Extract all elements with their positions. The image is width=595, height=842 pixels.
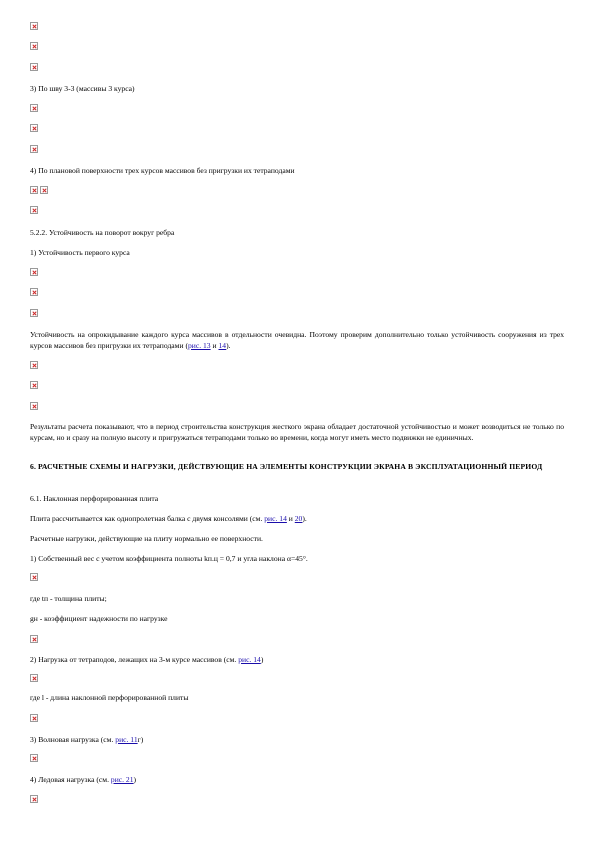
broken-image-icon	[30, 186, 38, 194]
broken-image-icon	[30, 714, 38, 722]
figure-link[interactable]: рис. 13	[187, 341, 211, 350]
figure-link[interactable]: рис. 11	[115, 735, 138, 744]
text-line: 3) Волновая нагрузка (см. рис. 11г)	[30, 735, 144, 744]
broken-image-icon	[40, 186, 48, 194]
text-line: 1) Устойчивость первого курса	[30, 248, 130, 257]
text-line: 3) По шву 3-3 (массивы 3 курса)	[30, 84, 135, 93]
figure-link[interactable]: рис. 21	[110, 775, 134, 784]
broken-image-icon	[30, 288, 38, 296]
broken-image-icon	[30, 42, 38, 50]
broken-image-icon	[30, 124, 38, 132]
text-line: 4) По плановой поверхности трех курсов массивов без пригрузки их тетраподами	[30, 166, 295, 175]
broken-image-icon	[30, 635, 38, 643]
broken-image-icon	[30, 381, 38, 389]
broken-image-icon	[30, 145, 38, 153]
figure-link[interactable]: 20	[294, 514, 303, 523]
figure-link[interactable]: 14	[218, 341, 227, 350]
broken-image-icon	[30, 268, 38, 276]
text-line: 1) Собственный вес с учетом коэффициента полноты kп.ц = 0,7 и угла наклона α=45°.	[30, 554, 308, 563]
text-line: gн - коэффициент надежности по нагрузке	[30, 614, 168, 623]
section-heading: 6.1. Наклонная перфорированная плита	[30, 494, 159, 503]
text-line: 2) Нагрузка от тетраподов, лежащих на 3-м курсе массивов (см. рис. 14)	[30, 655, 264, 664]
broken-image-icon	[30, 104, 38, 112]
text-line: где l - длина наклонной перфорированной плиты	[30, 693, 189, 702]
broken-image-icon	[30, 309, 38, 317]
figure-link[interactable]: рис. 14	[264, 514, 287, 523]
broken-image-icon	[30, 674, 38, 682]
section-heading: 5.2.2. Устойчивость на поворот вокруг ребра	[30, 228, 175, 237]
chapter-heading: 6. РАСЧЕТНЫЕ СХЕМЫ И НАГРУЗКИ, ДЕЙСТВУЮЩИЕ НА ЭЛЕМЕНТЫ КОНСТРУКЦИИ ЭКРАНА В ЭКСПЛУАТАЦИОННЫЙ ПЕРИОД	[30, 462, 543, 471]
broken-image-icon	[30, 573, 38, 581]
broken-image-icon	[30, 754, 38, 762]
text-line: Плита рассчитывается как однопролетная балка с двумя консолями (см. рис. 14 и 20).	[30, 514, 307, 523]
paragraph: Результаты расчета показывают, что в период строительства конструкция жесткого экрана обладает достаточной устойчивостью и может возводиться не только по курсам, но и сразу на полную высоту и пригружаться тетраподами только во времени, когда могут иметь место подвижки не единичных.	[30, 422, 564, 442]
broken-image-icon	[30, 402, 38, 410]
broken-image-icon	[30, 795, 38, 803]
text-line: 4) Ледовая нагрузка (см. рис. 21)	[30, 775, 137, 784]
paragraph: Устойчивость на опрокидывание каждого курса массивов в отдельности очевидна. Поэтому проверим дополнительно только устойчивость сооружения из трех курсов массивов без пригрузки их тетраподами (рис. 13 и 14).	[30, 330, 564, 350]
broken-image-icon	[30, 22, 38, 30]
text-line: где tп - толщина плиты;	[30, 594, 107, 603]
broken-image-icon	[30, 63, 38, 71]
broken-image-icon	[30, 361, 38, 369]
text-line: Расчетные нагрузки, действующие на плиту нормально ее поверхности.	[30, 534, 263, 543]
broken-image-icon	[30, 206, 38, 214]
figure-link[interactable]: рис. 14	[238, 655, 261, 664]
